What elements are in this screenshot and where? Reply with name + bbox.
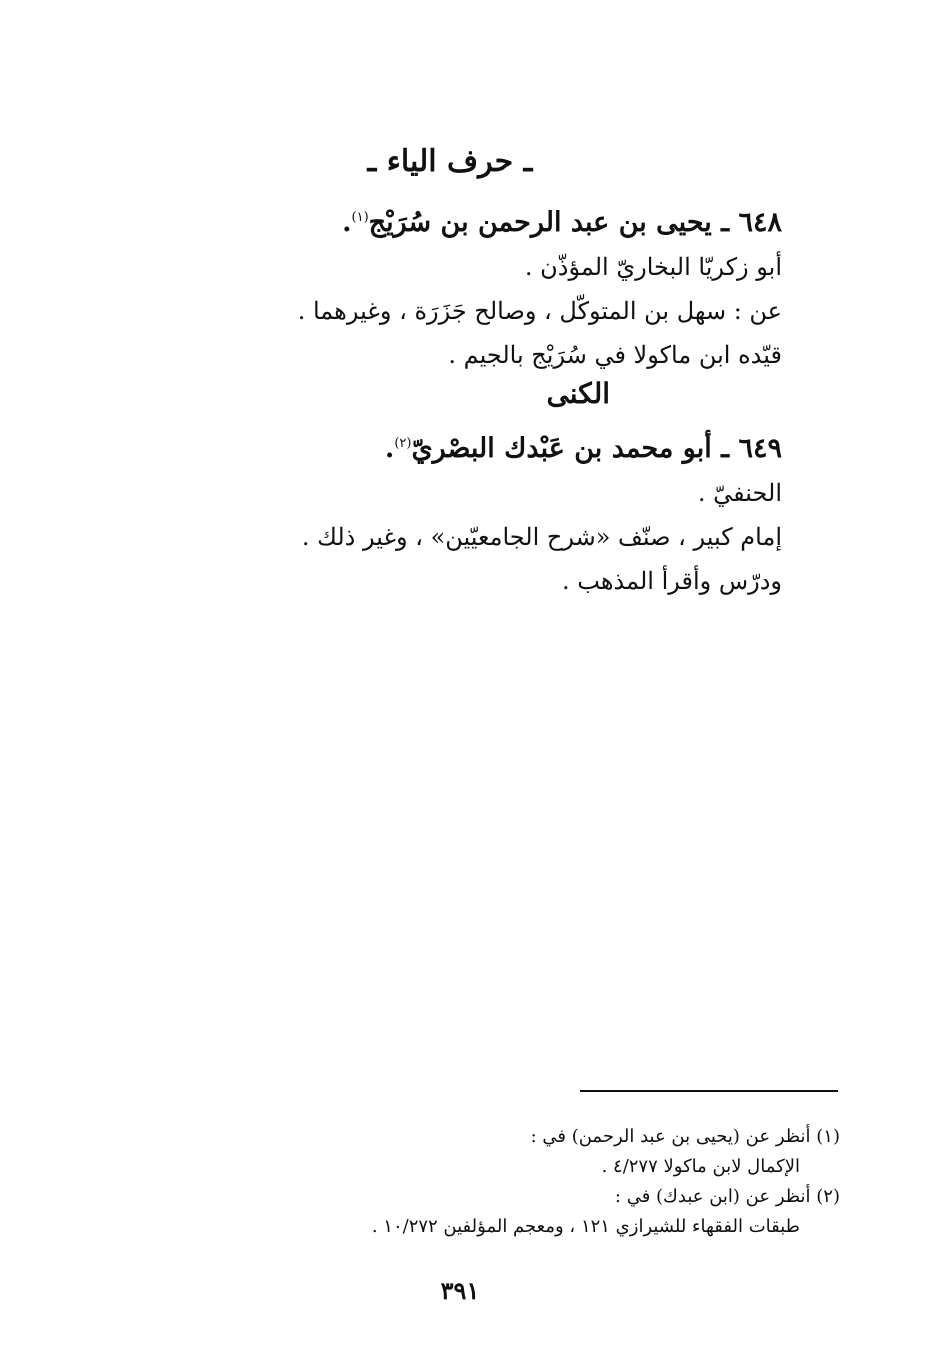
footnote-ref-1: (١) <box>351 210 369 225</box>
footnote-1-line-2: الإكمال لابن ماكولا ٤/٢٧٧ . <box>601 1156 800 1177</box>
entry-649-line-1: الحنفيّ . <box>697 479 782 507</box>
entry-648-title-text: ٦٤٨ ـ يحيى بن عبد الرحمن بن سُرَيْج <box>368 207 782 238</box>
footnote-2-line-2: طبقات الفقهاء للشيرازي ١٢١ ، ومعجم المؤلفين ١٠/٢٧٢ . <box>371 1216 800 1237</box>
subheading-kunya: الكنى <box>546 377 610 410</box>
entry-648-line-2: عن : سهل بن المتوكّل ، وصالح جَزَرَة ، وغيرهما . <box>297 297 782 325</box>
footnote-1-line-1: (١) أنظر عن (يحيى بن عبد الرحمن) في : <box>530 1126 840 1147</box>
footnote-divider <box>580 1090 838 1092</box>
entry-649-title-end: . <box>384 433 395 464</box>
entry-648-line-3: قيّده ابن ماكولا في سُرَيْج بالجيم . <box>448 341 782 369</box>
entry-649 <box>302 422 782 603</box>
footnote-2-line-1: (٢) أنظر عن (ابن عبدك) في : <box>614 1186 840 1207</box>
entry-648 <box>297 196 782 377</box>
entry-648-title <box>302 196 782 245</box>
entry-649-title <box>302 422 782 471</box>
entry-648-title-end: . <box>342 207 352 238</box>
entry-649-line-3: ودرّس وأقرأ المذهب . <box>562 567 782 595</box>
entry-649-line-2: إمام كبير ، صنّف «شرح الجامعيّين» ، وغير ذلك . <box>301 523 782 551</box>
footnote-ref-2: (٢) <box>394 436 412 451</box>
entry-649-title-text: ٦٤٩ ـ أبو محمد بن عَبْدك البصْريّ <box>411 433 782 464</box>
footnotes <box>320 1122 840 1242</box>
page-number: ٣٩١ <box>440 1276 480 1305</box>
section-heading: ـ حرف الياء ـ <box>367 144 533 179</box>
entry-648-line-1: أبو زكريّا البخاريّ المؤذّن . <box>524 253 782 281</box>
